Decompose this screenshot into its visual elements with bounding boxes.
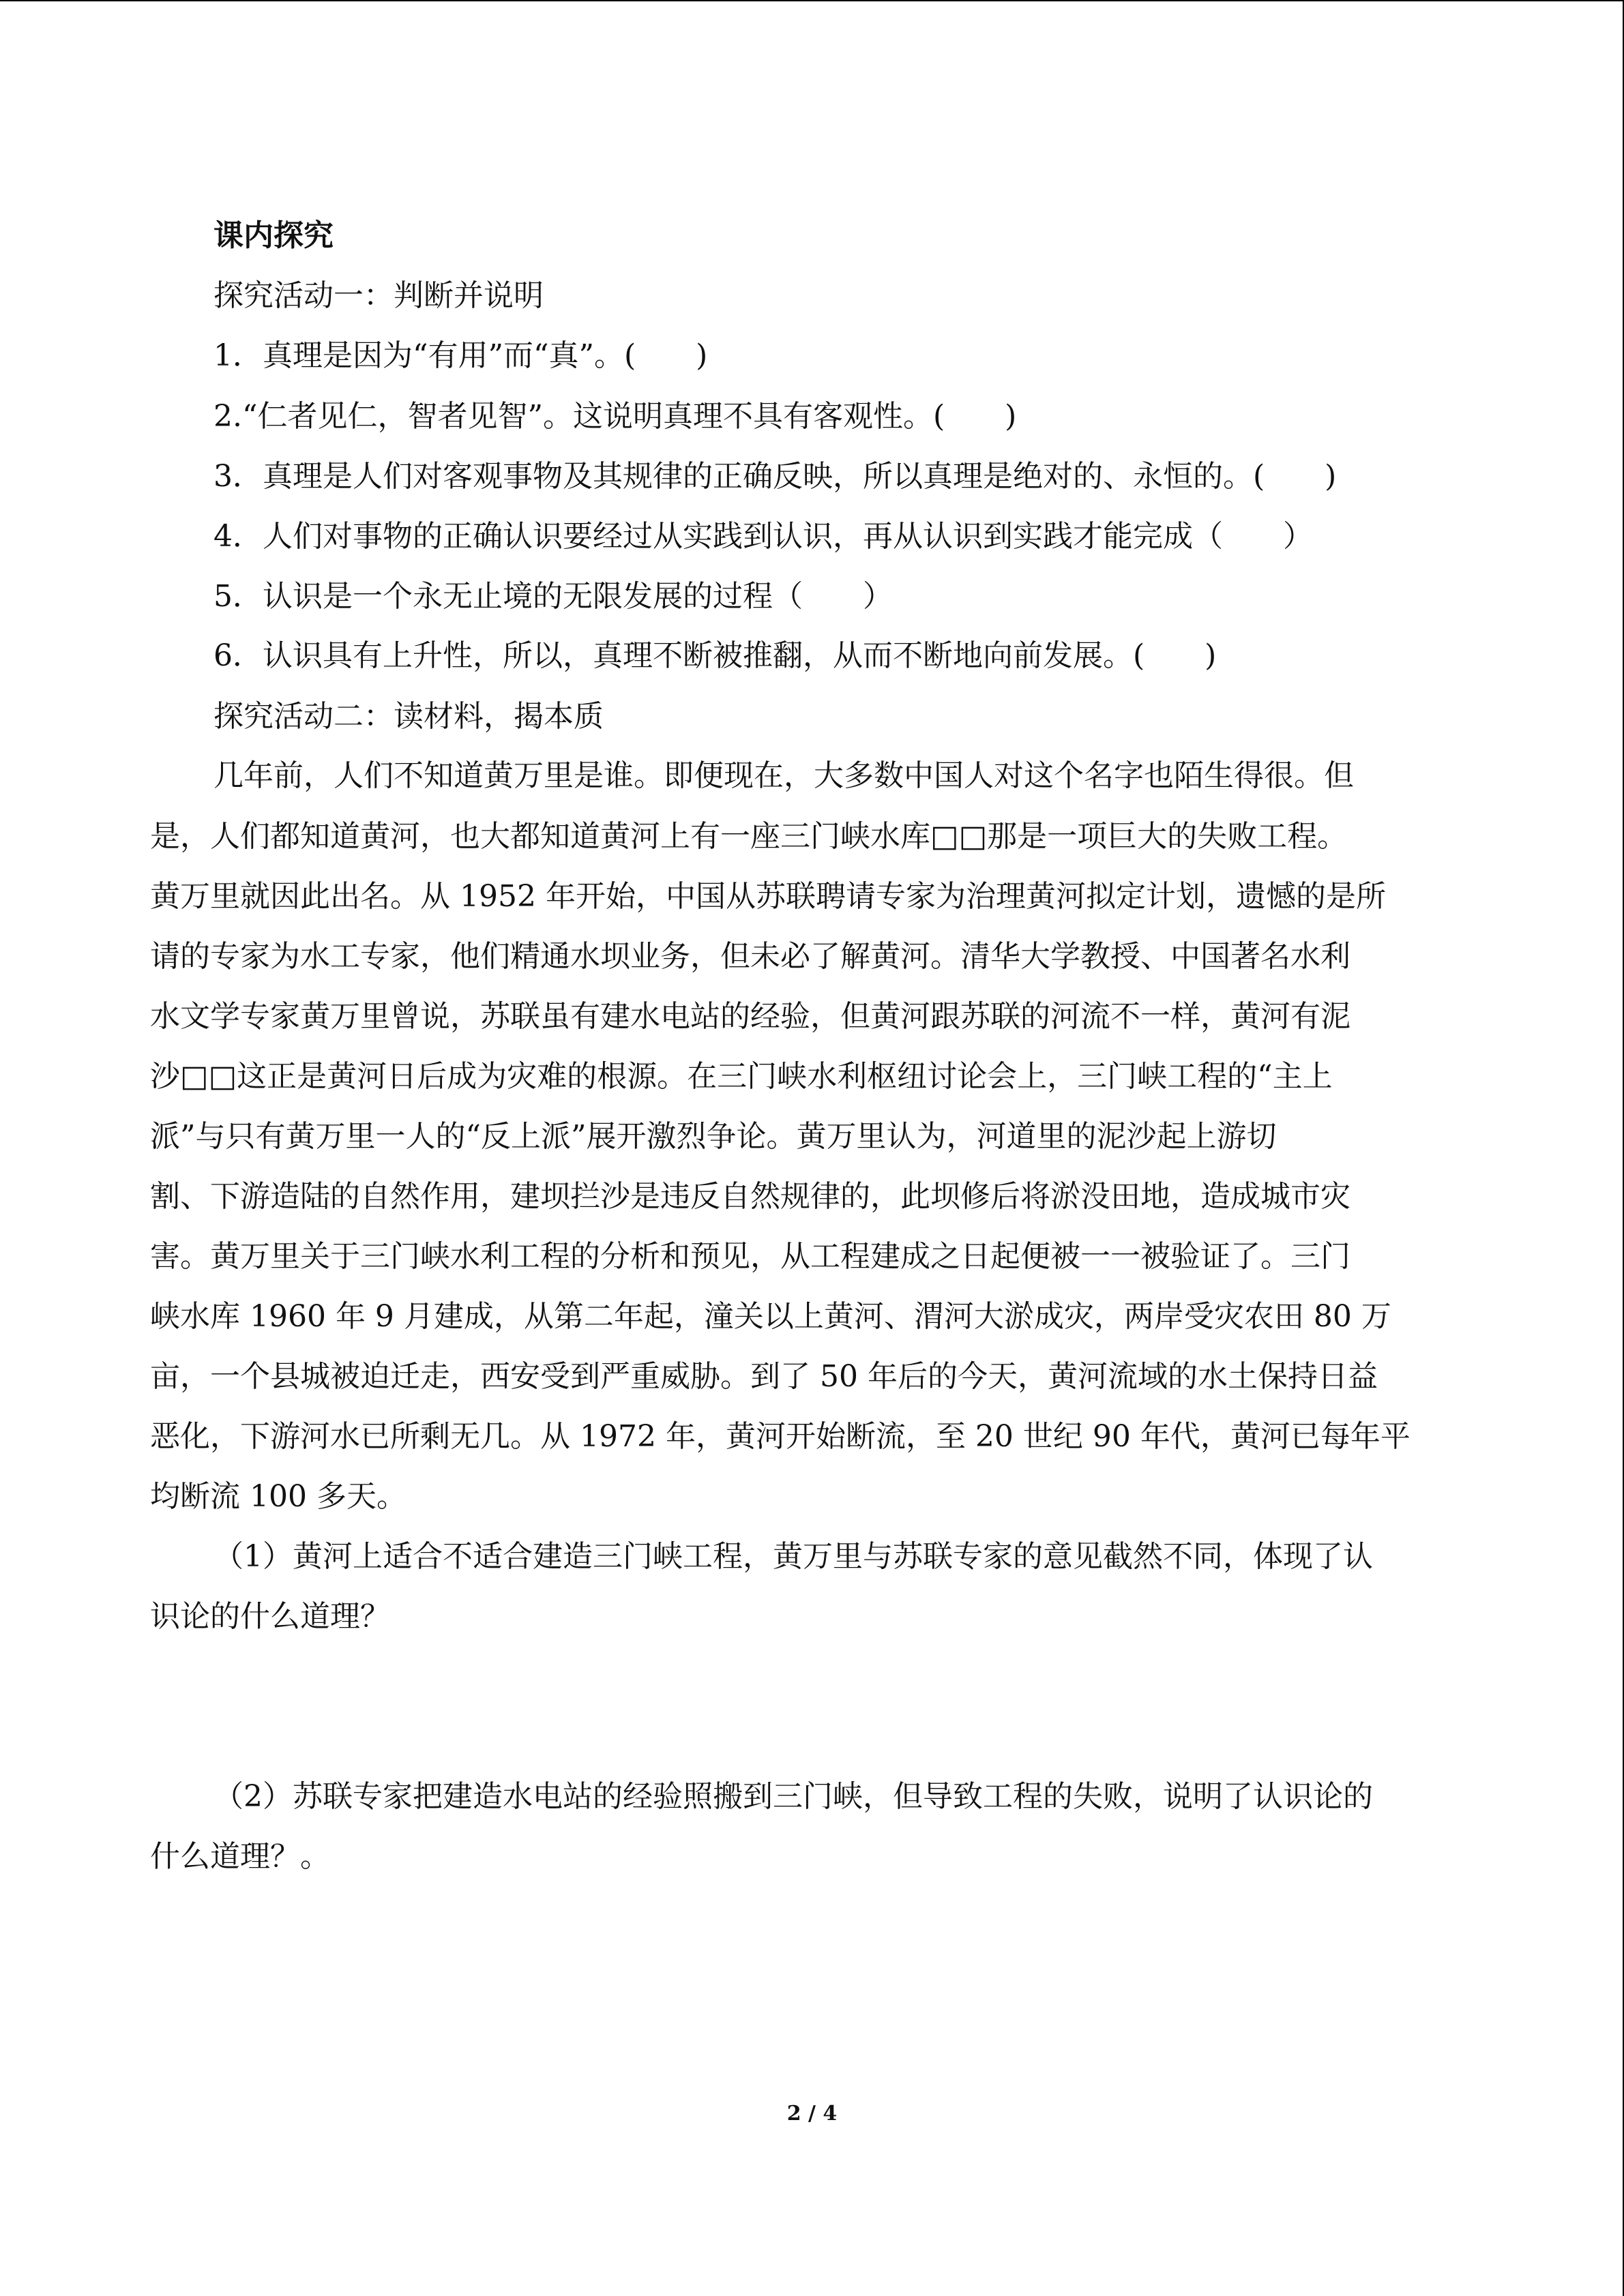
page-number: 2 / 4 [786,2102,838,2126]
passage-line: 峡水库 1960 年 9 月建成，从第二年起，潼关以上黄河、渭河大淤成灾，两岸受灾农田 80 万 [150,1299,1391,1334]
passage-line: 请的专家为水工专家，他们精通水坝业务，但未必了解黄河。清华大学教授、中国著名水利 [150,939,1350,974]
question-1-line: （1）黄河上适合不适合建造三门峡工程，黄万里与苏联专家的意见截然不同，体现了认 [213,1539,1373,1574]
passage-line: 是，人们都知道黄河，也大都知道黄河上有一座三门峡水库□□那是一项巨大的失败工程。 [150,819,1348,854]
judgment-item-3: 3．真理是人们对客观事物及其规律的正确反映，所以真理是绝对的、永恒的。( ) [213,459,1337,494]
passage-line: 黄万里就因此出名。从 1952 年开始，中国从苏联聘请专家为治理黄河拟定计划，遗憾的是所 [150,879,1386,914]
section-title: 课内探究 [213,218,334,253]
activity2-title: 探究活动二：读材料，揭本质 [213,699,604,734]
question-1-line: 识论的什么道理？ [150,1599,390,1634]
judgment-item-2: 2.“仁者见仁，智者见智”。这说明真理不具有客观性。( ) [213,399,1017,434]
activity1-title: 探究活动一：判断并说明 [213,278,544,313]
passage-line: 沙□□这正是黄河日后成为灾难的根源。在三门峡水利枢纽讨论会上，三门峡工程的“主上 [150,1059,1333,1094]
passage-line: 水文学专家黄万里曾说，苏联虽有建水电站的经验，但黄河跟苏联的河流不一样，黄河有泥 [150,999,1350,1034]
passage-line: 派”与只有黄万里一人的“反上派”展开激烈争论。黄万里认为，河道里的泥沙起上游切 [150,1119,1277,1154]
passage-line: 亩，一个县城被迫迁走，西安受到严重威胁。到了 50 年后的今天，黄河流域的水土保持日益 [150,1359,1378,1394]
passage-line: 割、下游造陆的自然作用，建坝拦沙是违反自然规律的，此坝修后将淤没田地，造成城市灾 [150,1179,1350,1214]
passage-line: 均断流 100 多天。 [150,1479,407,1514]
passage-line: 害。黄万里关于三门峡水利工程的分析和预见，从工程建成之日起便被一一被验证了。三门 [150,1239,1350,1274]
judgment-item-6: 6．认识具有上升性，所以，真理不断被推翻，从而不断地向前发展。( ) [213,638,1217,673]
passage-line: 恶化，下游河水已所剩无几。从 1972 年，黄河开始断流，至 20 世纪 90 年代，黄河已每年平 [150,1419,1411,1454]
question-2-line: （2）苏联专家把建造水电站的经验照搬到三门峡，但导致工程的失败，说明了认识论的 [213,1779,1373,1814]
passage-line: 几年前，人们不知道黄万里是谁。即便现在，大多数中国人对这个名字也陌生得很。但 [213,758,1354,793]
judgment-item-5: 5．认识是一个永无止境的无限发展的过程（ ） [213,579,893,614]
question-2-line: 什么道理？。 [150,1839,330,1874]
judgment-item-4: 4．人们对事物的正确认识要经过从实践到认识，再从认识到实践才能完成（ ） [213,519,1313,554]
judgment-item-1: 1．真理是因为“有用”而“真”。( ) [213,338,708,373]
